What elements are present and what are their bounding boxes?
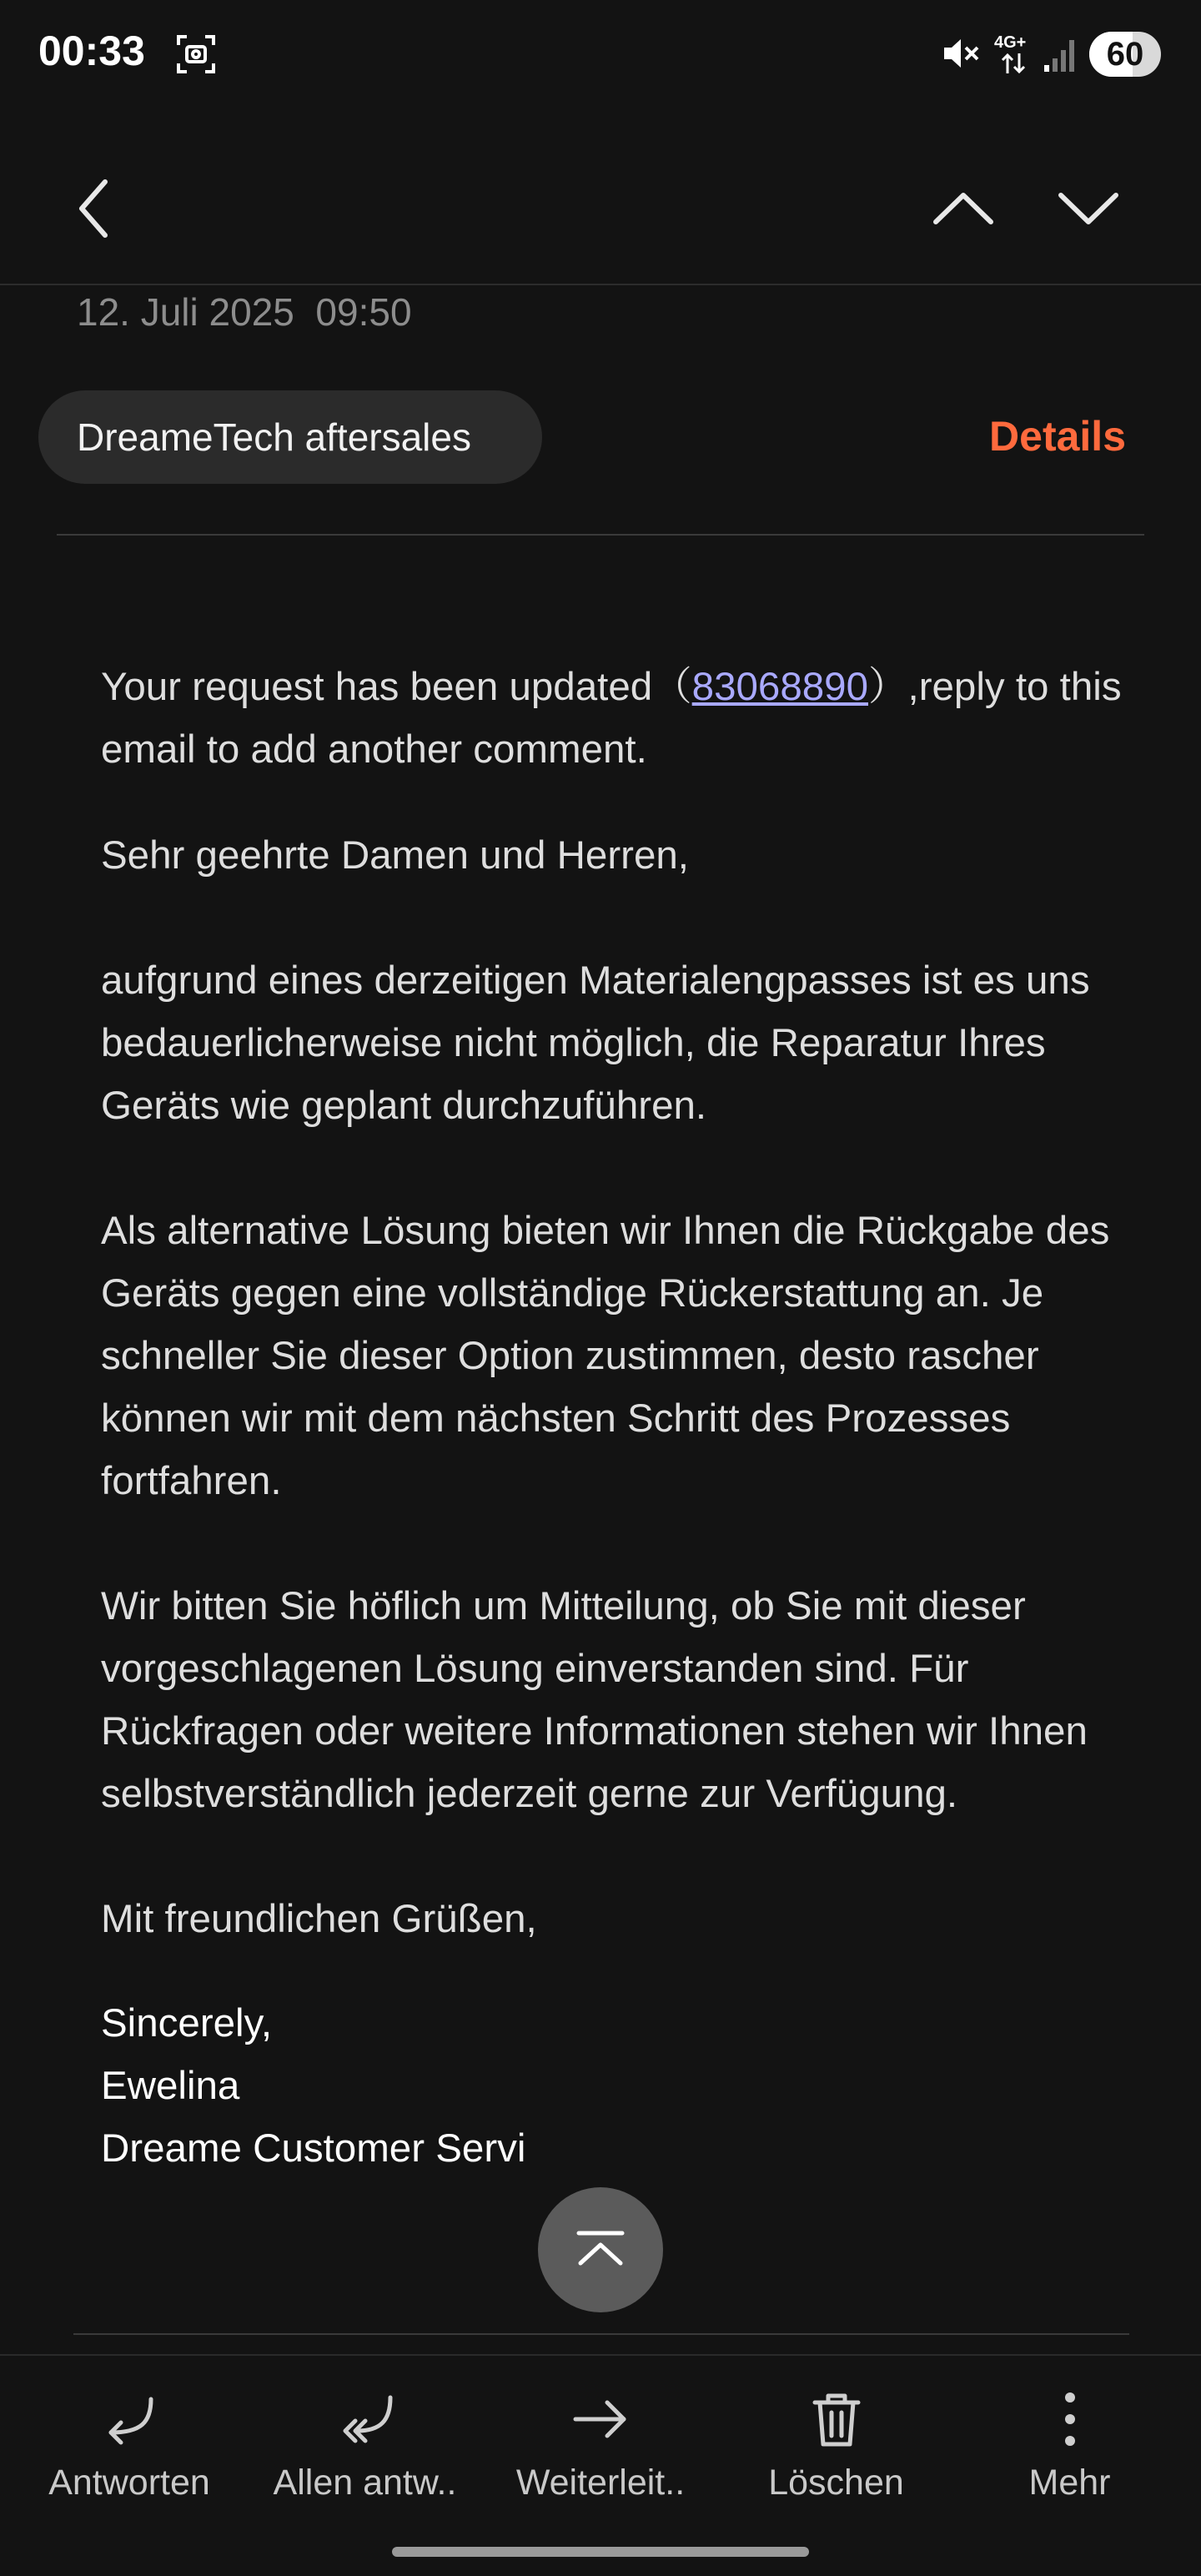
body-paragraph: Als alternative Lösung bieten wir Ihnen die Rückgabe des Geräts gegen eine vollständige Rückerstattung an. Je schneller Sie dieser Option zustimmen, desto rascher können wir mit dem nächsten Schritt des Prozesses fortfahren. bbox=[101, 1209, 1110, 1503]
reply-all-button[interactable] bbox=[259, 2356, 471, 2531]
forward-label: Weiterleit.. bbox=[515, 2463, 686, 2503]
next-icon[interactable] bbox=[1058, 189, 1119, 234]
reply-icon bbox=[99, 2389, 159, 2453]
mute-icon bbox=[941, 33, 981, 78]
network-type: 4G+ bbox=[994, 33, 1027, 52]
delete-label: Löschen bbox=[768, 2463, 904, 2503]
closing: Mit freundlichen Grüßen, bbox=[101, 1897, 537, 1941]
reply-all-label: Allen antw.. bbox=[273, 2463, 457, 2503]
more-button[interactable] bbox=[963, 2356, 1176, 2531]
intro-prefix: Your request has been updated（ bbox=[101, 665, 692, 709]
signal-icon bbox=[1043, 37, 1079, 78]
body-divider bbox=[73, 2333, 1129, 2335]
trash-icon bbox=[807, 2389, 867, 2453]
bottom-action-bar bbox=[0, 2354, 1201, 2531]
forward-icon bbox=[570, 2389, 631, 2453]
intro-line bbox=[101, 656, 1127, 781]
details-link[interactable]: Details bbox=[989, 413, 1126, 460]
home-indicator[interactable] bbox=[392, 2547, 809, 2557]
forward-button[interactable] bbox=[492, 2356, 709, 2531]
screenshot-icon bbox=[175, 33, 217, 79]
email-toolbar bbox=[0, 117, 1201, 285]
battery-icon bbox=[1089, 32, 1161, 77]
previous-icon[interactable] bbox=[932, 187, 994, 233]
greeting: Sehr geehrte Damen und Herren, bbox=[101, 833, 689, 878]
reply-button[interactable] bbox=[21, 2356, 238, 2531]
more-icon bbox=[1040, 2389, 1100, 2453]
header-divider bbox=[57, 534, 1144, 536]
status-bar bbox=[0, 0, 1201, 108]
more-label: Mehr bbox=[1028, 2463, 1111, 2503]
email-date: 12. Juli 2025 09:50 bbox=[77, 290, 412, 334]
signature-line: Ewelina bbox=[101, 2064, 240, 2108]
reply-label: Antworten bbox=[48, 2463, 210, 2503]
body-paragraph: Wir bitten Sie höflich um Mitteilung, ob Sie mit dieser vorgeschlagenen Lösung einverstanden sind. Für Rückfragen oder weitere Informationen stehen wir Ihnen selbstverständlich jederzeit gerne zur Verfügung. bbox=[101, 1584, 1088, 1816]
email-body bbox=[101, 656, 1127, 2180]
back-icon[interactable] bbox=[73, 175, 115, 246]
clock: 00:33 bbox=[38, 28, 145, 74]
reply-all-icon bbox=[335, 2389, 395, 2453]
signature-line: Sincerely, bbox=[101, 2001, 273, 2045]
delete-button[interactable] bbox=[730, 2356, 942, 2531]
sender-chip[interactable]: DreameTech aftersales bbox=[38, 390, 542, 484]
scroll-to-top-button[interactable] bbox=[538, 2187, 663, 2312]
data-arrows-icon bbox=[992, 32, 1039, 78]
scroll-top-icon bbox=[574, 2228, 627, 2272]
battery-level: 60 bbox=[1106, 36, 1144, 73]
intro-suffix: ）,reply to this email to add another comment. bbox=[101, 665, 1122, 772]
body-paragraph: aufgrund eines derzeitigen Materialengpasses ist es uns bedauerlicherweise nicht möglich, die Reparatur Ihres Geräts wie geplant durchzuführen. bbox=[101, 958, 1090, 1128]
ticket-link[interactable]: 83068890 bbox=[691, 665, 868, 709]
signature-line: Dreame Customer Servi bbox=[101, 2126, 526, 2171]
